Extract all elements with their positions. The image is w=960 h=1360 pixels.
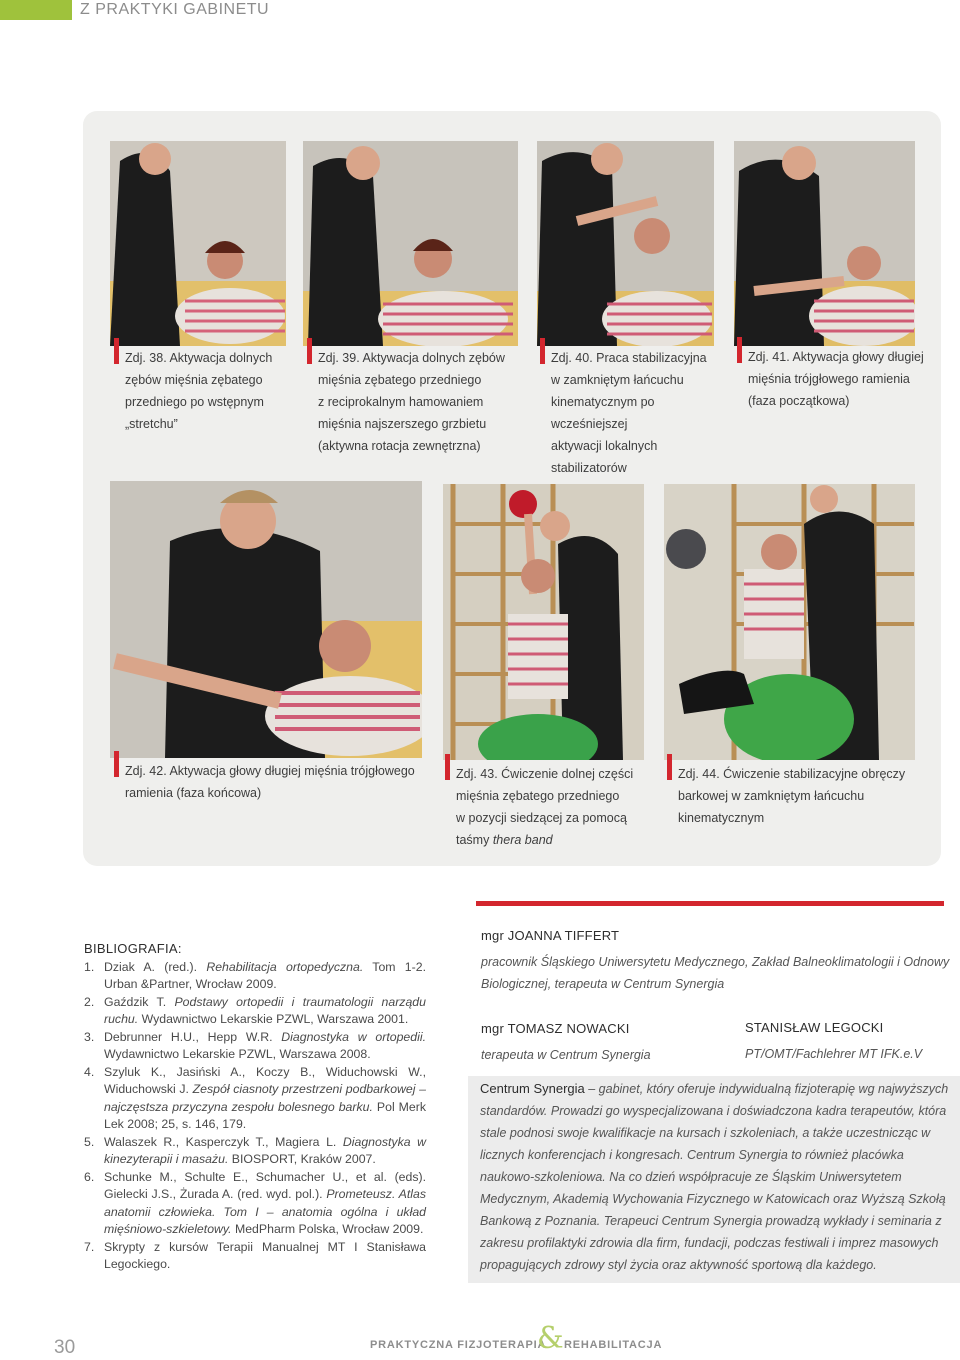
- author-name: mgr TOMASZ NOWACKI: [481, 1021, 630, 1036]
- journal-footer: [370, 1321, 690, 1358]
- author-role: terapeuta w Centrum Synergia: [481, 1048, 651, 1062]
- bib-item: 7. Skrypty z kursów Terapii Manualnej MT I Stanisława Legockiego.: [84, 1239, 426, 1271]
- bibliography: [84, 940, 426, 1274]
- caption-40: Zdj. 40. Praca stabilizacyjna w zamkniętym łańcuchu kinematycznym po wcześniejszej aktywacji lokalnych stabilizatorów: [551, 347, 733, 479]
- photo-44: [664, 484, 915, 760]
- bib-item: 2. Gaździk T. Podstawy ortopedii i traumatologii narządu ruchu. Wydawnictwo Lekarskie PZWL, Warszawa 2001.: [84, 994, 426, 1026]
- caption-marker: [540, 338, 545, 364]
- journal-ampersand: &: [537, 1321, 564, 1356]
- journal-name-right: REHABILITACJA: [564, 1339, 663, 1351]
- author-role: PT/OMT/Fachlehrer MT IFK.e.V: [745, 1047, 923, 1061]
- page-number: 30: [54, 1337, 76, 1358]
- caption-marker: [114, 338, 119, 364]
- author-name: mgr JOANNA TIFFERT: [481, 928, 620, 943]
- photo-40: [537, 141, 714, 346]
- photo-38: [110, 141, 286, 346]
- bib-item: 6. Schunke M., Schulte E., Schumacher U., et al. (eds). Gielecki J.S., Żurada A. (red. wyd. pol.). Prometeusz. Atlas anatomii człowieka. Tom I – anatomia ogólna i układ mięśniowo-szkieletowy. MedPharm Polska, Wrocław 2009.: [84, 1169, 426, 1236]
- caption-marker: [445, 754, 450, 780]
- bib-item: 3. Debrunner H.U., Hepp W.R. Diagnostyka w ortopedii. Wydawnictwo Lekarskie PZWL, Warszawa 2008.: [84, 1029, 426, 1061]
- caption-43: Zdj. 43. Ćwiczenie dolnej części mięśnia zębatego przedniego w pozycji siedzącej za pomocą taśmy thera band: [456, 763, 656, 851]
- bib-item: 4. Szyluk K., Jasiński A., Koczy B., Widuchowski W., Widuchowski J. Zespół ciasnoty przestrzeni podbarkowej – najczęstsza przyczyna zespołu bolesnego barku. Pol Merk Lek 2008; 25, s. 146, 179.: [84, 1064, 426, 1131]
- bib-item: 5. Walaszek R., Kasperczyk T., Magiera L. Diagnostyka w kinezyterapii i masażu. BIOSPORT, Kraków 2007.: [84, 1134, 426, 1166]
- caption-38: Zdj. 38. Aktywacja dolnych zębów mięśnia zębatego przedniego po wstępnym „stretchu”: [125, 347, 300, 435]
- authors-divider: [476, 901, 944, 906]
- photo-42: [110, 481, 422, 758]
- caption-marker: [737, 337, 742, 363]
- caption-marker: [114, 751, 119, 777]
- photo-41: [734, 141, 915, 346]
- caption-41: Zdj. 41. Aktywacja głowy długiej mięśnia trójgłowego ramienia (faza początkowa): [748, 346, 928, 412]
- caption-42: Zdj. 42. Aktywacja głowy długiej mięśnia trójgłowego ramienia (faza końcowa): [125, 760, 425, 804]
- section-title: Z PRAKTYKI GABINETU: [80, 1, 270, 18]
- bib-item: 1. Dziak A. (red.). Rehabilitacja ortopedyczna. Tom 1-2. Urban &Partner, Wrocław 2009.: [84, 959, 426, 991]
- photo-43: [443, 484, 644, 760]
- caption-44: Zdj. 44. Ćwiczenie stabilizacyjne obręczy barkowej w zamkniętym łańcuchu kinematycznym: [678, 763, 918, 829]
- author-role: pracownik Śląskiego Uniwersytetu Medycznego, Zakład Balneoklimatologii i Odnowy Biologicznej, terapeuta w Centrum Synergia: [481, 955, 950, 991]
- journal-name-left: PRAKTYCZNA FIZJOTERAPIA: [370, 1339, 547, 1351]
- caption-39: Zdj. 39. Aktywacja dolnych zębów mięśnia zębatego przedniego z reciprokalnym hamowaniem mięśnia najszerszego grzbietu (aktywna rotacja zewnętrzna): [318, 347, 528, 457]
- header-accent-bar: [0, 0, 72, 20]
- caption-marker: [667, 754, 672, 780]
- bibliography-title: BIBLIOGRAFIA:: [84, 941, 182, 956]
- centrum-synergia-info: Centrum Synergia – gabinet, który oferuje indywidualną fizjoterapię wg najwyższych standardów. Prowadzi go wyspecjalizowana i doświadczona kadra terapeutów, która stale podnosi swoje kwalifikacje na kursach i szkoleniach, a także uczestnicząc w licznych konferencjach i kongresach. Centrum Synergia to również placówka naukowo-szkoleniowa. Na co dzień współpracuje ze Śląskim Uniwersytetem Medycznym, Akademią Wychowania Fizycznego w Katowicach oraz Wyższą Szkołą Bankową z Poznania. Terapeuci Centrum Synergia prowadzą wykłady i seminaria z zakresu profilaktyki zdrowia dla firm, fundacji, podczas festiwali i imprez masowych propagujących zdrowy styl życia oraz aktywność sportową dla każdego.: [468, 1076, 960, 1283]
- author-name: STANISŁAW LEGOCKI: [745, 1020, 884, 1035]
- caption-marker: [307, 338, 312, 364]
- photo-39: [303, 141, 518, 346]
